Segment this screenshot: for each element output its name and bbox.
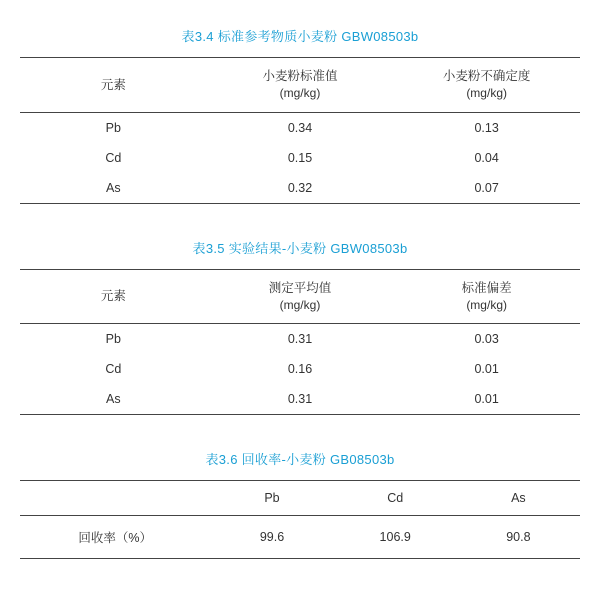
section-spacer	[0, 415, 600, 441]
table-header-row	[20, 481, 580, 516]
cell-recovery-pb: 99.6	[210, 516, 333, 559]
header-cell-pb: Pb	[264, 491, 280, 506]
cell-uncertainty: 0.07	[393, 173, 580, 204]
cell-element: Cd	[105, 362, 122, 377]
cell-standard-value: 0.32	[207, 173, 394, 204]
header-main: 小麦粉标准值	[262, 69, 338, 83]
header-unit: (mg/kg)	[279, 86, 321, 101]
table-caption-3-5: 表3.5 实验结果-小麦粉 GBW08503b	[192, 240, 408, 256]
header-main: 标准偏差	[461, 280, 512, 295]
header-cell-std-deviation	[393, 269, 580, 324]
cell-element: Pb	[105, 120, 121, 135]
cell-mean-value: 0.31	[287, 332, 313, 347]
header-main: 测定平均值	[268, 280, 332, 295]
table-row	[20, 112, 580, 143]
header-unit: (mg/kg)	[466, 297, 507, 312]
header-cell-blank	[20, 481, 210, 516]
cell-uncertainty: 0.13	[474, 120, 499, 135]
table-row	[20, 354, 580, 384]
table-row	[20, 324, 580, 355]
table-header-row	[20, 58, 580, 113]
table-3-6	[20, 480, 580, 559]
header-cell-uncertainty	[393, 58, 580, 113]
cell-element: Cd	[105, 150, 122, 165]
table-3-5	[20, 269, 580, 416]
table-block-3-6	[0, 441, 600, 559]
table-caption-3-4: 表3.4 标准参考物质小麦粉 GBW08503b	[181, 29, 419, 44]
table-row	[20, 143, 580, 173]
cell-element: As	[20, 384, 207, 415]
cell-mean-value: 0.31	[207, 384, 394, 415]
cell-recovery-as: 90.8	[457, 516, 580, 559]
table-header-row	[20, 269, 580, 324]
header-main: 元素	[100, 77, 126, 92]
cell-std-deviation: 0.03	[474, 332, 499, 347]
header-cell-element	[20, 269, 207, 324]
header-unit: (mg/kg)	[279, 297, 321, 312]
cell-recovery-cd: 106.9	[334, 516, 457, 559]
table-row	[20, 384, 580, 415]
cell-std-deviation: 0.01	[474, 362, 499, 377]
header-cell-as: As	[511, 491, 526, 506]
cell-standard-value: 0.34	[287, 120, 313, 135]
table-row	[20, 516, 580, 559]
cell-std-deviation: 0.01	[393, 384, 580, 415]
header-main: 元素	[100, 289, 126, 304]
header-cell-element	[20, 58, 207, 113]
header-unit: (mg/kg)	[466, 86, 507, 101]
table-3-4	[20, 57, 580, 204]
header-main: 小麦粉不确定度	[442, 69, 531, 83]
cell-mean-value: 0.16	[287, 362, 313, 377]
cell-standard-value: 0.15	[287, 150, 313, 165]
section-spacer	[0, 204, 600, 230]
cell-uncertainty: 0.04	[474, 150, 499, 165]
table-caption-3-6: 表3.6 回收率-小麦粉 GB08503b	[205, 452, 395, 468]
cell-recovery-label: 回收率（%）	[20, 516, 210, 559]
table-block-3-4	[0, 18, 600, 204]
table-row	[20, 173, 580, 204]
cell-element: Pb	[105, 332, 121, 347]
header-cell-cd: Cd	[387, 491, 404, 506]
table-block-3-5	[0, 230, 600, 416]
header-cell-mean-value	[207, 269, 394, 324]
cell-element: As	[20, 173, 207, 204]
header-cell-standard-value	[207, 58, 394, 113]
